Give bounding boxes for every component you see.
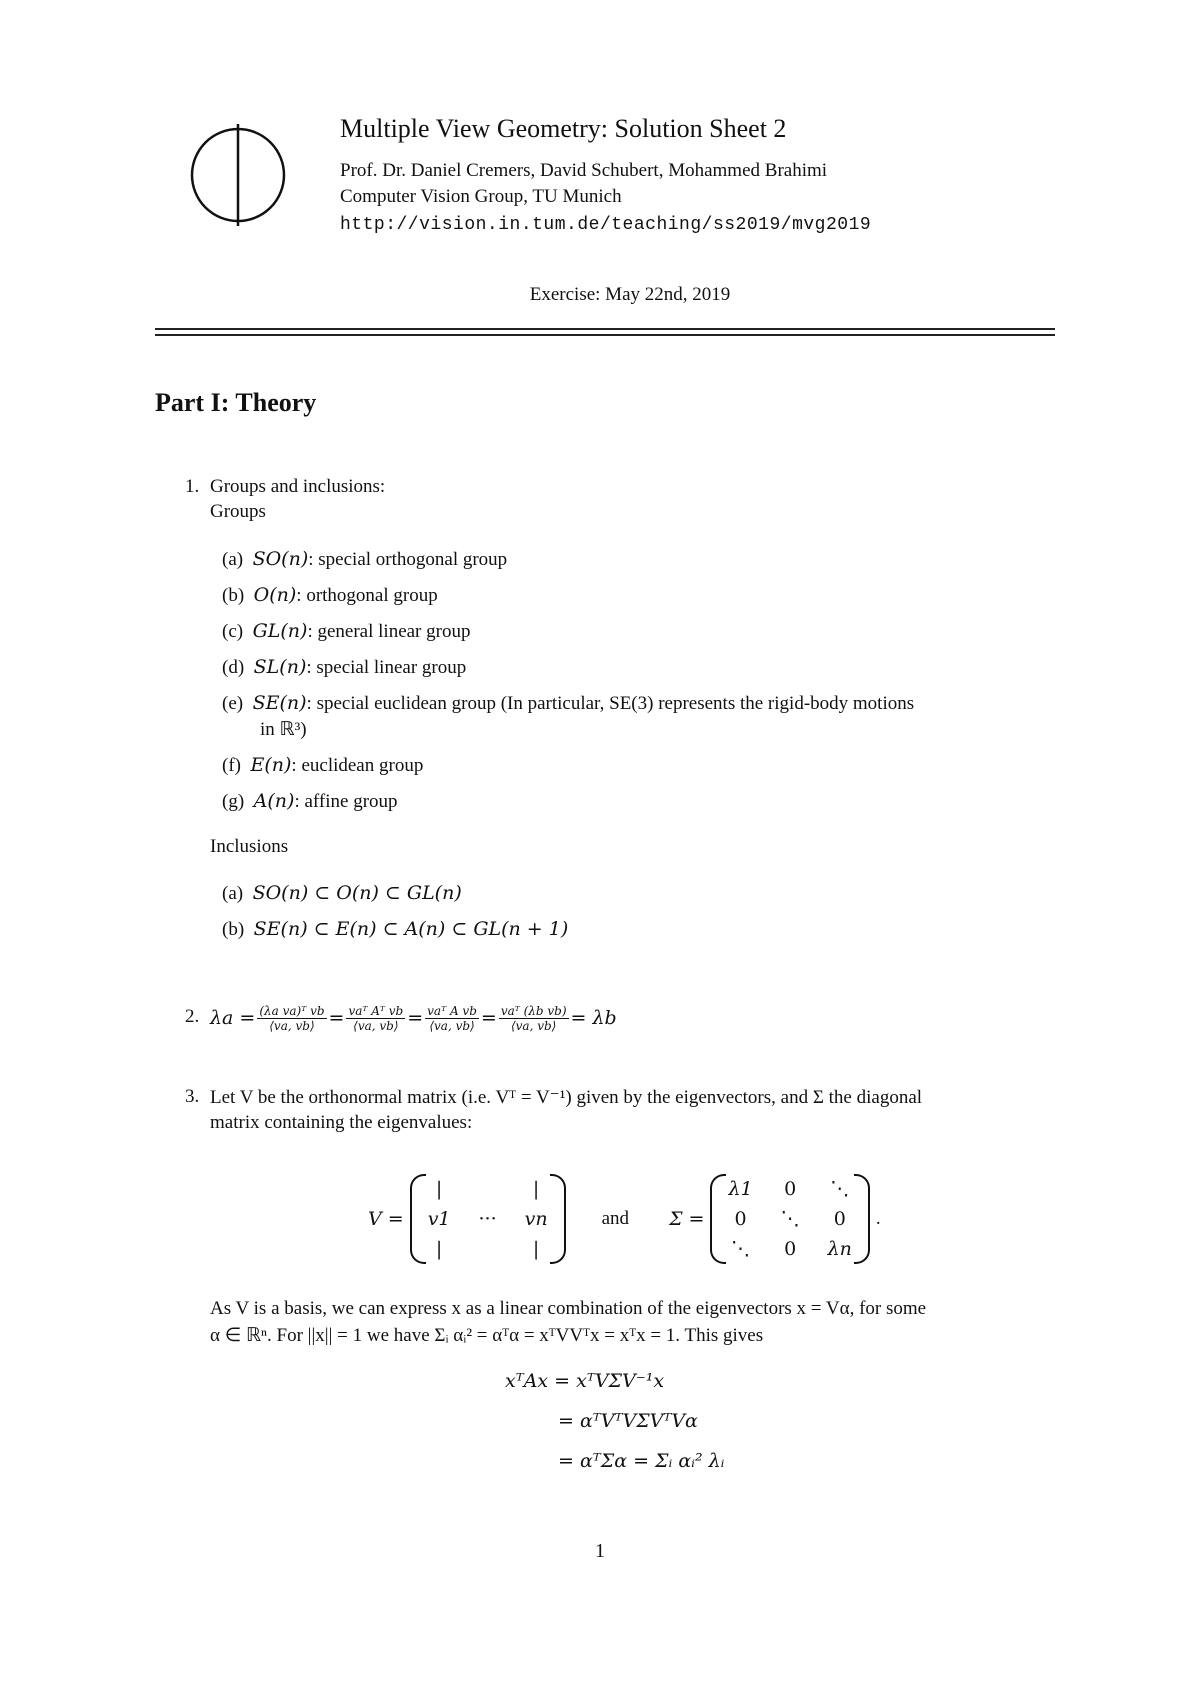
q1-groups-label: Groups [210, 501, 266, 522]
q2-fraction-1: $\frac{\text{(λa va)ᵀ vb}}{⟨va, vb⟩}$ [259, 1003, 325, 1033]
group-item-d: (d) SL(n): special linear group [222, 656, 467, 678]
group-item-g: (g) A(n): affine group [222, 790, 398, 812]
affiliation: Computer Vision Group, TU Munich [340, 186, 622, 207]
group-symbol: SO(n) [252, 548, 309, 570]
q2-equation: λa = $\frac{\text{(λa va)ᵀ vb}}{⟨va, vb⟩}$ = $\frac{\text{vaᵀ Aᵀ vb}}{⟨va, vb⟩}$ = $\frac{\text{vaᵀ A vb}}{⟨va, vb⟩}$ = $\frac{\text{vaᵀ (λb vb)}}{⟨va, vb⟩}$ = λb [210, 1003, 617, 1033]
q2-fraction-2: $\frac{\text{vaᵀ Aᵀ vb}}{⟨va, vb⟩}$ [348, 1003, 404, 1033]
q2-fraction-4: $\frac{\text{vaᵀ (λb vb)}}{⟨va, vb⟩}$ [500, 1003, 567, 1033]
q1-number: 1. [185, 476, 200, 497]
q3-line-2: matrix containing the eigenvalues: [210, 1112, 473, 1133]
group-item-e: (e) SE(n): special euclidean group (In particular, SE(3) represents the rigid-body motions [222, 692, 915, 714]
inclusion-expression: SE(n) ⊂ E(n) ⊂ A(n) ⊂ GL(n + 1) [253, 918, 569, 940]
q3-paragraph-1: As V is a basis, we can express x as a linear combination of the eigenvectors x = Vα, for some [210, 1298, 927, 1319]
group-symbol: E(n) [250, 754, 292, 776]
page-number: 1 [595, 1540, 605, 1562]
inclusion-item-b: (b) SE(n) ⊂ E(n) ⊂ A(n) ⊂ GL(n + 1) [222, 918, 569, 940]
q3-line-1: Let V be the orthonormal matrix (i.e. Vᵀ = V⁻¹) given by the eigenvectors, and Σ the diagonal [210, 1087, 923, 1108]
group-symbol: GL(n) [252, 620, 308, 642]
header-rule-top [155, 328, 1055, 330]
q3-number: 3. [185, 1086, 200, 1107]
group-symbol: SL(n) [253, 656, 307, 678]
group-item-b: (b) O(n): orthogonal group [222, 584, 438, 606]
group-symbol: SE(n) [252, 692, 307, 714]
q1-intro: Groups and inclusions: [210, 476, 386, 497]
q3-paragraph-2: α ∈ ℝⁿ. For ||x|| = 1 we have Σᵢ αᵢ² = αᵀα = xᵀVVᵀx = xᵀx = 1. This gives [210, 1325, 764, 1346]
q3-equation-1: xᵀAx = xᵀVΣV⁻¹x [505, 1370, 665, 1392]
group-item-f: (f) E(n): euclidean group [222, 754, 424, 776]
q3-equation-3: = αᵀΣα = Σᵢ αᵢ² λᵢ [558, 1450, 725, 1472]
q1-inclusions-label: Inclusions [210, 836, 289, 857]
group-symbol: A(n) [253, 790, 295, 812]
course-url[interactable]: http://vision.in.tum.de/teaching/ss2019/mvg2019 [340, 215, 872, 235]
group-item-e-continuation: in ℝ³) [260, 719, 307, 740]
q3-equation-2: = αᵀVᵀVΣVᵀVα [558, 1410, 698, 1432]
header-rule-bottom [155, 334, 1055, 336]
matrix-v: | | v1 ··· vn | | [414, 1174, 562, 1264]
q2-fraction-3: $\frac{\text{vaᵀ A vb}}{⟨va, vb⟩}$ [427, 1003, 477, 1033]
q3-matrices: V = | | v1 ··· vn | | and Σ = λ1 0 ⋱ 0 ⋱ 0 ⋱ 0 λn . [368, 1166, 881, 1272]
matrix-sigma: λ1 0 ⋱ 0 ⋱ 0 ⋱ 0 λn [714, 1174, 865, 1264]
document-title: Multiple View Geometry: Solution Sheet 2 [340, 114, 787, 143]
group-item-a: (a) SO(n): special orthogonal group [222, 548, 508, 570]
inclusion-item-a: (a) SO(n) ⊂ O(n) ⊂ GL(n) [222, 882, 462, 904]
q2-number: 2. [185, 1006, 200, 1027]
group-symbol: O(n) [253, 584, 297, 606]
authors: Prof. Dr. Daniel Cremers, David Schubert, Mohammed Brahimi [340, 160, 828, 181]
exercise-date: Exercise: May 22nd, 2019 [529, 284, 731, 305]
inclusion-expression: SO(n) ⊂ O(n) ⊂ GL(n) [252, 882, 462, 904]
group-item-c: (c) GL(n): general linear group [222, 620, 471, 642]
university-logo [188, 122, 288, 228]
part-title: Part I: Theory [155, 388, 317, 417]
